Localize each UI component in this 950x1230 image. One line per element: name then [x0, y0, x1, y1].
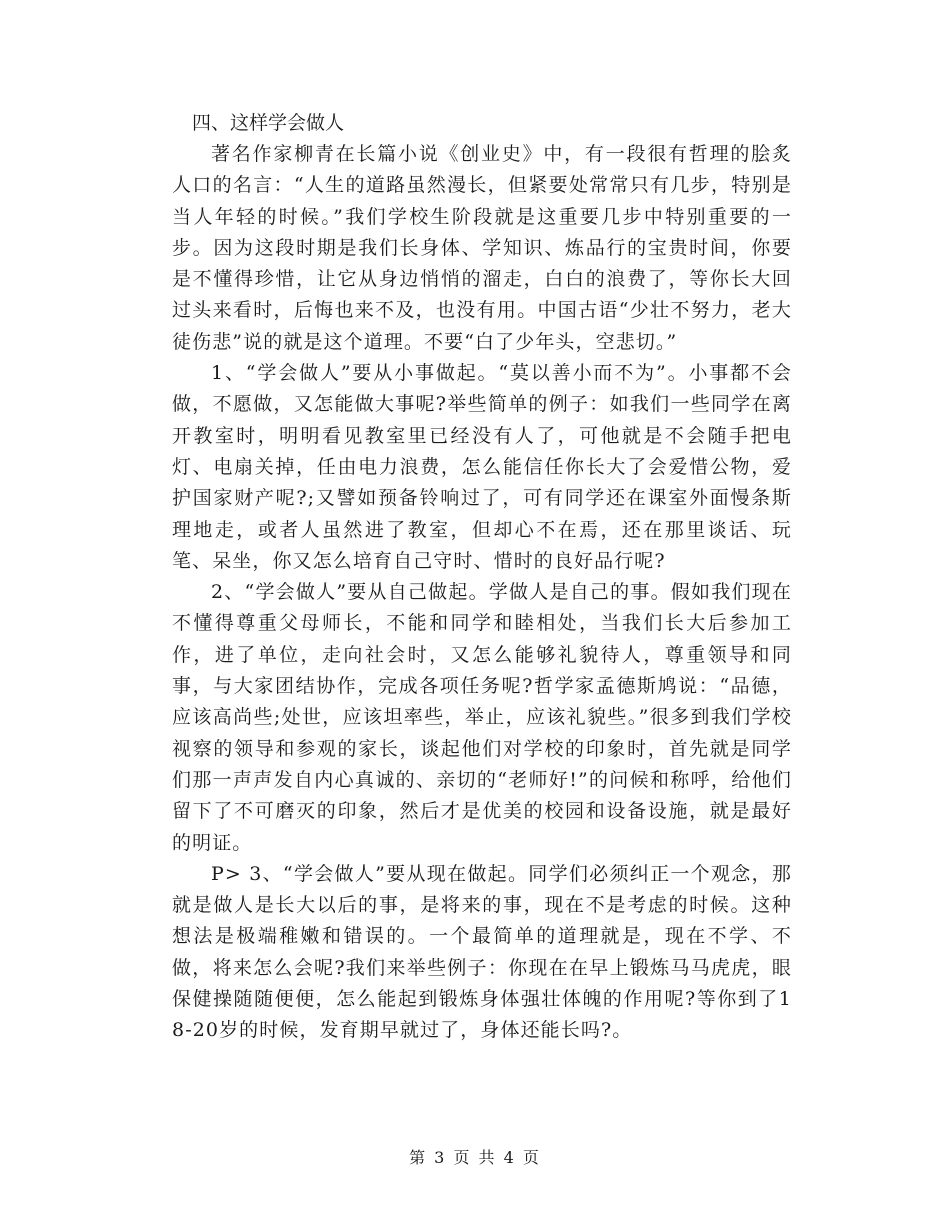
paragraph-point-2: 2、“学会做人”要从自己做起。学做人是自己的事。假如我们现在不懂得尊重父母师长，不能和同学和睦相处，当我们长大后参加工作，进了单位，走向社会时，又怎么能够礼貌待人，尊重领导和同事，与大家团结协作，完成各项任务呢?哲学家孟德斯鸠说：“品德，应该高尚些;处世，应该坦率些，举止，应该礼貌些。”很多到我们学校视察的领导和参观的家长，谈起他们对学校的印象时，首先就是同学们那一声声发自内心真诚的、亲切的“老师好!”的问候和称呼，给他们留下了不可磨灭的印象，然后才是优美的校园和设备设施，就是最好的明证。 — [172, 581, 792, 854]
section-heading: 四、这样学会做人 — [192, 112, 345, 134]
paragraph-point-3: P> 3、“学会做人”要从现在做起。同学们必须纠正一个观念，那就是做人是长大以后的事，是将来的事，现在不是考虑的时候。这种想法是极端稚嫩和错误的。一个最简单的道理就是，现在不学、不做，将来怎么会呢?我们来举些例子：你现在在早上锻炼马马虎虎，眼保健操随随便便，怎么能起到锻炼身体强壮体魄的作用呢?等你到了18-20岁的时候，发育期早就过了，身体还能长吗?。 — [172, 862, 792, 1042]
page-number-footer: 第 3 页 共 4 页 — [409, 1148, 541, 1167]
document-body — [172, 108, 792, 1047]
paragraph-point-1: 1、“学会做人”要从小事做起。“莫以善小而不为”。小事都不会做，不愿做，又怎能做大事呢?举些简单的例子：如我们一些同学在离开教室时，明明看见教室里已经没有人了，可他就是不会随手把电灯、电扇关掉，任由电力浪费，怎么能信任你长大了会爱惜公物，爱护国家财产呢?;又譬如预备铃响过了，可有同学还在课室外面慢条斯理地走，或者人虽然进了教室，但却心不在焉，还在那里谈话、玩笔、呆坐，你又怎么培育自己守时、惜时的良好品行呢? — [172, 362, 792, 572]
paragraph-intro: 著名作家柳青在长篇小说《创业史》中，有一段很有哲理的脍炙人口的名言：“人生的道路虽然漫长，但紧要处常常只有几步，特别是当人年轻的时候。”我们学校生阶段就是这重要几步中特别重要的一步。因为这段时期是我们长身体、学知识、炼品行的宝贵时间，你要是不懂得珍惜，让它从身边悄悄的溜走，白白的浪费了，等你长大回过头来看时，后悔也来不及，也没有用。中国古语“少壮不努力，老大徒伤悲”说的就是这个道理。不要“白了少年头，空悲切。” — [172, 143, 792, 353]
